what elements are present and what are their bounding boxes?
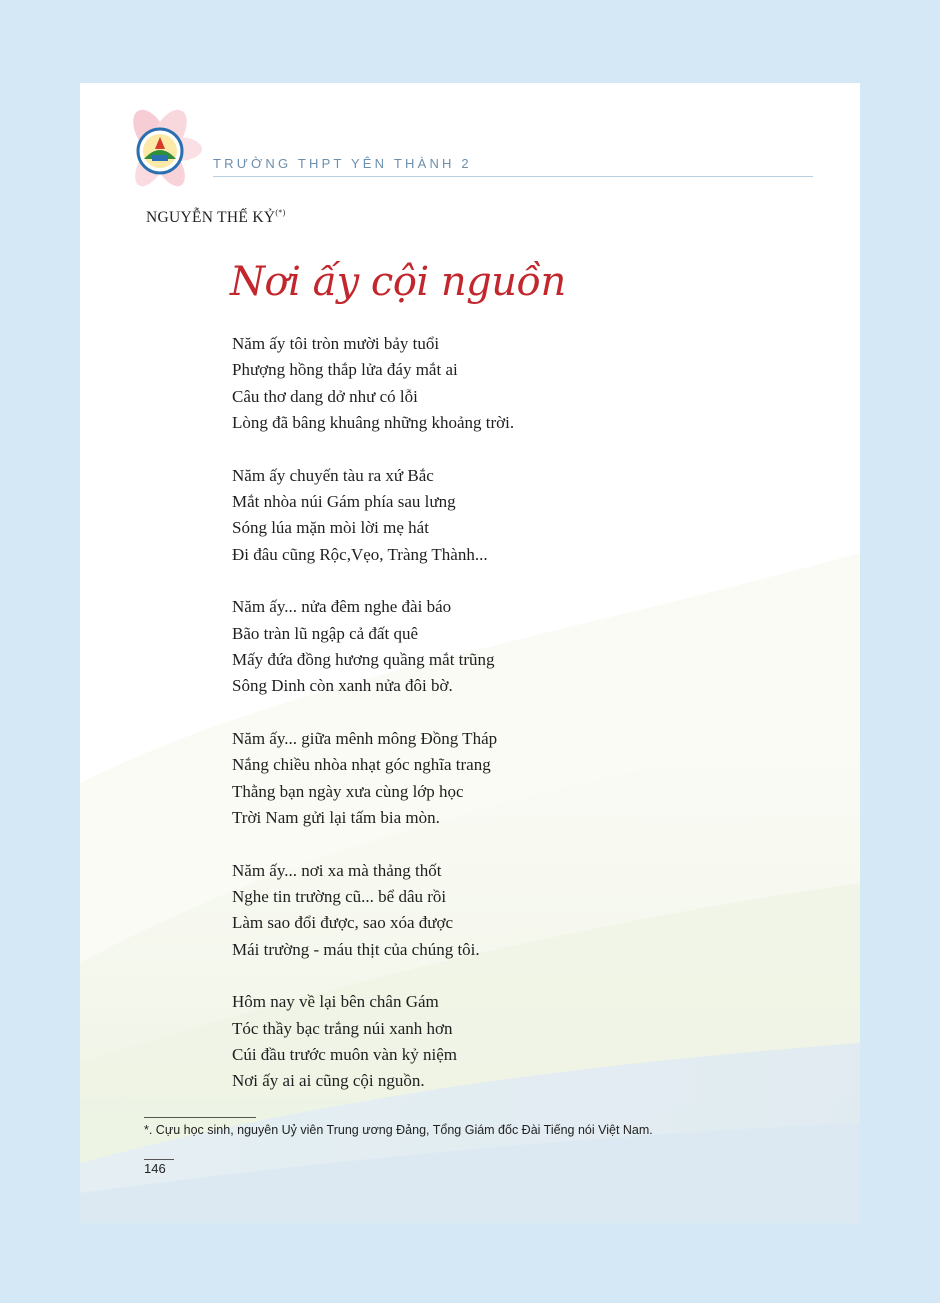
poem-line: Trời Nam gửi lại tấm bia mòn. <box>232 808 440 828</box>
stanza-3 <box>232 594 792 700</box>
school-header-title: TRƯỜNG THPT YÊN THÀNH 2 <box>213 156 472 171</box>
poem-line: Năm ấy chuyến tàu ra xứ Bắc <box>232 465 434 485</box>
poem-line: Năm ấy tôi tròn mười bảy tuổi <box>232 334 440 353</box>
author-name-text: NGUYỄN THẾ KỶ <box>146 209 276 226</box>
stanza-6 <box>232 989 792 1095</box>
poem-line: Đi đâu cũng Rộc,Vẹo, Tràng Thành... <box>232 544 488 564</box>
poem-line: Thằng bạn ngày xưa cùng lớp học <box>232 781 464 801</box>
footnote-divider <box>144 1117 256 1118</box>
poem-line: Nắng chiều nhòa nhạt góc nghĩa trang <box>232 755 491 775</box>
stanza-4 <box>232 726 792 832</box>
poem-line: Nơi ấy ai ai cũng cội nguồn. <box>232 1071 425 1091</box>
school-logo <box>110 101 220 196</box>
footnote-marker: (*) <box>275 208 286 217</box>
book-page <box>80 83 860 1223</box>
poem-line: Mắt nhòa núi Gám phía sau lưng <box>232 492 456 512</box>
poem-line: Mái trường - máu thịt của chúng tôi. <box>232 939 480 959</box>
poem-line: Sông Dinh còn xanh nửa đôi bờ. <box>232 676 453 696</box>
footnote-text: *. Cựu học sinh, nguyên Uỷ viên Trung ương Đảng, Tổng Giám đốc Đài Tiếng nói Việt Nam. <box>144 1123 653 1137</box>
poem-line: Lòng đã bâng khuâng những khoảng trời. <box>232 413 515 433</box>
poem-line: Mấy đứa đồng hương quầng mắt trũng <box>232 650 495 670</box>
author-name <box>146 208 286 227</box>
poem-line: Năm ấy... nửa đêm nghe đài báo <box>232 597 452 617</box>
poem-line: Phượng hồng thắp lửa đáy mắt ai <box>232 360 458 380</box>
page-number-divider <box>144 1159 174 1160</box>
stanza-2 <box>232 463 792 569</box>
stanza-1 <box>232 331 792 437</box>
poem-line: Cúi đầu trước muôn vàn kỷ niệm <box>232 1044 458 1064</box>
stanza-5 <box>232 858 792 964</box>
poem-line: Năm ấy... nơi xa mà thảng thốt <box>232 860 442 880</box>
page-number: 146 <box>144 1161 166 1176</box>
poem-line: Hôm nay về lại bên chân Gám <box>232 992 439 1012</box>
poem-line: Nghe tin trường cũ... bể dâu rồi <box>232 886 447 906</box>
poem-line: Năm ấy... giữa mênh mông Đồng Tháp <box>232 728 498 748</box>
poem-line: Câu thơ dang dở như có lỗi <box>232 386 418 406</box>
poem-line: Bão tràn lũ ngập cả đất quê <box>232 623 418 643</box>
header-divider <box>213 176 813 177</box>
poem-line: Làm sao đổi được, sao xóa được <box>232 913 453 933</box>
poem-line: Tóc thầy bạc trắng núi xanh hơn <box>232 1018 453 1038</box>
poem-line: Sóng lúa mặn mòi lời mẹ hát <box>232 518 429 538</box>
poem-title: Nơi ấy cội nguồn <box>230 259 566 305</box>
poem-body <box>232 331 792 1121</box>
